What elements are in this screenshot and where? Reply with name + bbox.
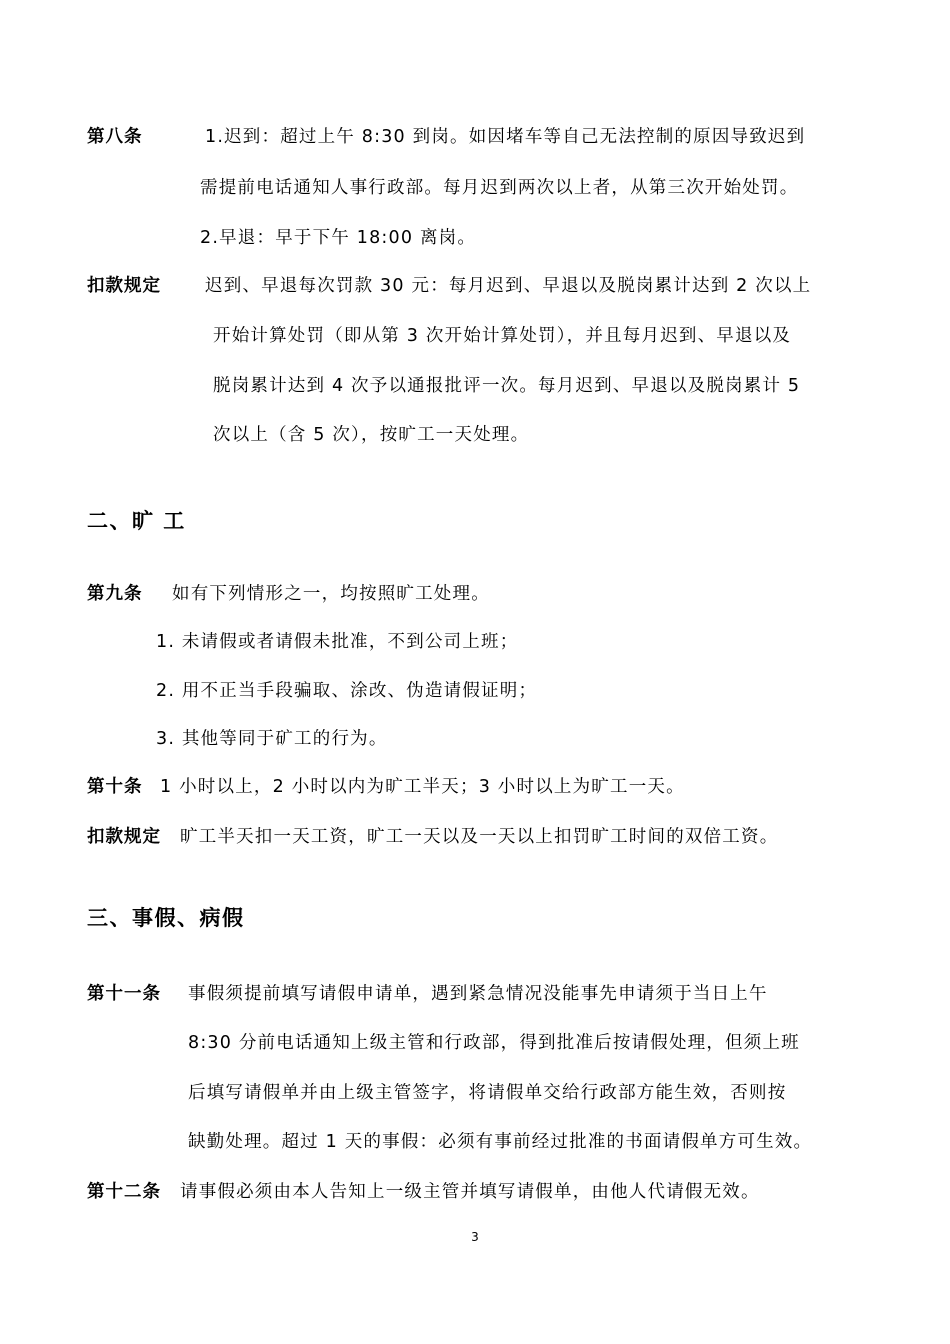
article-11-line-1: 事假须提前填写请假申请单，遇到紧急情况没能事先申请须于当日上午 [188, 984, 768, 1004]
article-12-label: 第十二条 [87, 1182, 161, 1202]
article-8-label: 第八条 [87, 127, 143, 147]
penalty-1-line-2: 开始计算处罚（即从第 3 次开始计算处罚），并且每月迟到、早退以及 [213, 326, 792, 346]
article-11-line-4: 缺勤处理。超过 1 天的事假：必须有事前经过批准的书面请假单方可生效。 [188, 1132, 813, 1152]
article-10-label: 第十条 [87, 777, 143, 797]
article-8-line-3: 2.早退：早于下午 18:00 离岗。 [200, 228, 477, 248]
page-number: 3 [471, 1230, 479, 1244]
penalty-1-label: 扣款规定 [87, 276, 161, 296]
article-12-text: 请事假必须由本人告知上一级主管并填写请假单，由他人代请假无效。 [180, 1182, 760, 1202]
section-2-heading: 二、旷 工 [87, 509, 186, 533]
penalty-1-line-1: 迟到、早退每次罚款 30 元：每月迟到、早退以及脱岗累计达到 2 次以上 [205, 276, 812, 296]
article-8-line-1: 1.迟到：超过上午 8:30 到岗。如因堵车等自己无法控制的原因导致迟到 [205, 127, 806, 147]
article-11-label: 第十一条 [87, 984, 161, 1004]
article-9-label: 第九条 [87, 584, 143, 604]
penalty-2-label: 扣款规定 [87, 827, 161, 847]
article-9-item-2: 2. 用不正当手段骗取、涂改、伪造请假证明； [156, 681, 538, 701]
penalty-1-line-3: 脱岗累计达到 4 次予以通报批评一次。每月迟到、早退以及脱岗累计 5 [213, 376, 801, 396]
article-8-line-2: 需提前电话通知人事行政部。每月迟到两次以上者，从第三次开始处罚。 [200, 178, 799, 198]
article-11-line-2: 8:30 分前电话通知上级主管和行政部，得到批准后按请假处理，但须上班 [188, 1033, 800, 1053]
penalty-1-line-4: 次以上（含 5 次），按旷工一天处理。 [213, 425, 530, 445]
article-10-text: 1 小时以上，2 小时以内为旷工半天；3 小时以上为旷工一天。 [160, 777, 685, 797]
penalty-2-text: 旷工半天扣一天工资，旷工一天以及一天以上扣罚旷工时间的双倍工资。 [180, 827, 779, 847]
section-3-heading: 三、事假、病假 [87, 906, 245, 930]
article-11-line-3: 后填写请假单并由上级主管签字，将请假单交给行政部方能生效，否则按 [188, 1083, 787, 1103]
article-9-item-3: 3. 其他等同于矿工的行为。 [156, 729, 388, 749]
article-9-intro: 如有下列情形之一，均按照旷工处理。 [172, 584, 490, 604]
article-9-item-1: 1. 未请假或者请假未批准，不到公司上班； [156, 632, 519, 652]
